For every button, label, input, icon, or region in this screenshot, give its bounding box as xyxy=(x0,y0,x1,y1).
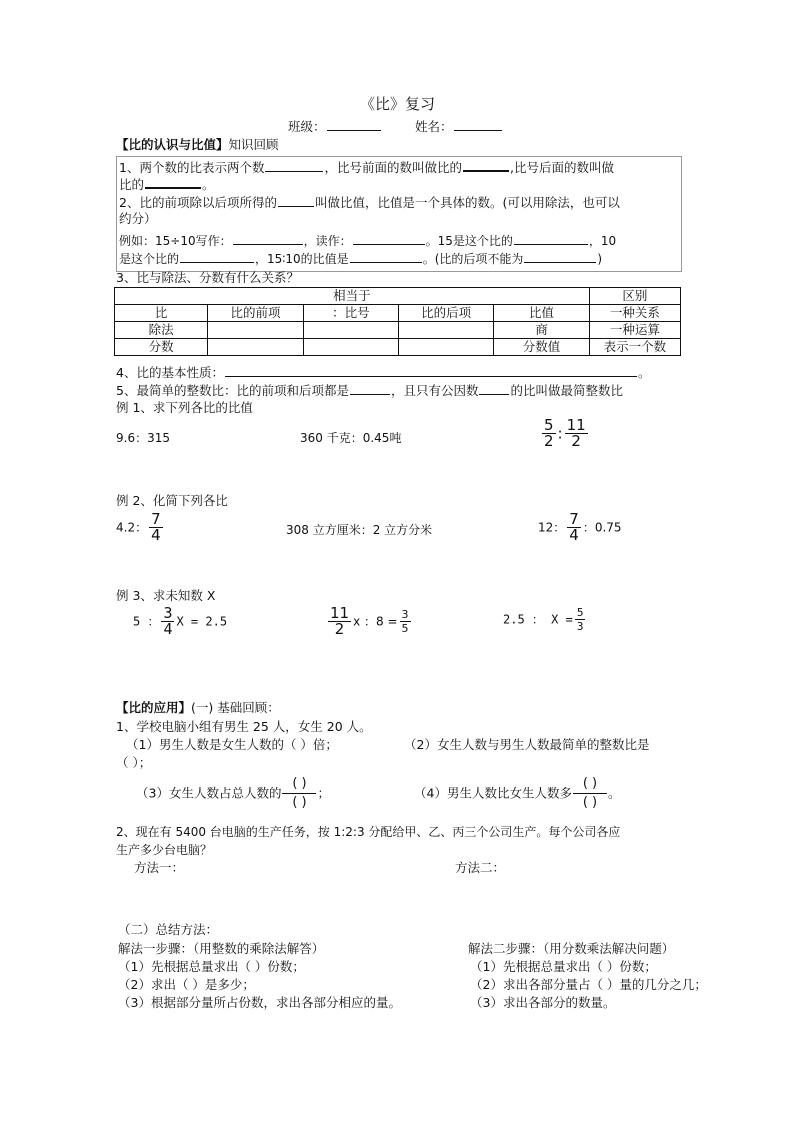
summary-left-step1: （1）先根据总量求出（ ）份数； xyxy=(118,959,305,974)
example-3c xyxy=(503,606,587,633)
name-label: 姓名： xyxy=(415,119,453,134)
section2-heading xyxy=(116,700,280,716)
table-cell: 商 xyxy=(494,322,589,339)
fraction xyxy=(400,608,411,635)
example-2a xyxy=(116,512,165,543)
example-1a: 9.6：315 xyxy=(116,431,170,445)
fraction xyxy=(567,512,581,543)
text: ，10 xyxy=(588,234,617,248)
fraction xyxy=(161,606,174,637)
text: ,比号后面的数叫做 xyxy=(509,160,614,175)
text: 例如：15÷10写作： xyxy=(119,234,232,248)
example-1b: 360 千克：0.45吨 xyxy=(300,431,402,445)
numerator-blank[interactable]: ( ) xyxy=(292,776,307,791)
app1-line-3: （ ）； xyxy=(116,755,152,770)
blank[interactable] xyxy=(353,232,425,245)
example-1c xyxy=(540,418,590,449)
table-cell: 表示一个数 xyxy=(589,339,680,356)
table-cell[interactable] xyxy=(398,339,493,356)
fraction xyxy=(542,418,556,449)
denominator: 4 xyxy=(151,526,161,544)
numerator: 3 xyxy=(163,604,173,622)
app1-line-2b: （2）女生人数与男生人数最简单的整数比是 xyxy=(404,737,650,752)
table-cell: 比值 xyxy=(494,305,589,322)
section1-title: 【比的认识与比值】 xyxy=(116,137,229,152)
text: ：0.75 xyxy=(582,520,622,535)
text: ，15∶10的比值是 xyxy=(255,252,349,266)
text: 4、比的基本性质： xyxy=(116,365,224,380)
fraction xyxy=(575,606,586,633)
table-cell: 比 xyxy=(115,305,208,322)
table-cell: 比的后项 xyxy=(398,305,493,322)
blank[interactable] xyxy=(350,382,390,395)
comparison-table xyxy=(114,287,681,356)
fraction xyxy=(149,512,163,543)
app2-line-1: 2、现在有 5400 台电脑的生产任务，按 1:2:3 分配给甲、乙、丙三个公司生产。每个公司各应 xyxy=(116,825,621,839)
question-3: 3、比与除法、分数有什么关系？ xyxy=(116,270,299,285)
denominator: 5 xyxy=(401,622,409,635)
table-cell: 分数 xyxy=(115,339,208,356)
text: x ：8 = xyxy=(353,614,398,629)
text: 叫做比值，比值是一个具体的数。(可以用除法，也可以 xyxy=(314,195,620,210)
table-cell: ：比号 xyxy=(303,305,398,322)
example-3b xyxy=(326,606,413,637)
header-diff: 区别 xyxy=(589,288,680,305)
name-field xyxy=(415,118,503,135)
denominator: 2 xyxy=(571,432,581,450)
box-line-4: 约分） xyxy=(119,211,157,226)
table-cell[interactable] xyxy=(208,339,303,356)
table-cell: 一种关系 xyxy=(589,305,680,322)
text: 1、两个数的比表示两个数 xyxy=(119,160,265,175)
blank[interactable] xyxy=(350,250,422,263)
fraction xyxy=(328,606,351,637)
app1-line-2a: （1）男生人数是女生人数的（ ）倍； xyxy=(126,737,338,752)
text: 。(比的后项不能为 xyxy=(422,252,524,266)
example-3a xyxy=(133,606,227,637)
numerator: 11 xyxy=(330,604,350,622)
numerator: 11 xyxy=(566,416,586,434)
summary-left-step3: （3）根据部分量所占份数，求出各部分相应的量。 xyxy=(118,995,401,1010)
blank[interactable] xyxy=(265,159,323,172)
summary-right-step1: （1）先根据总量求出（ ）份数； xyxy=(470,959,657,974)
text: 2.5 ： X = xyxy=(503,612,573,627)
text: 比的 xyxy=(119,177,145,192)
text: 。 xyxy=(607,785,621,801)
denominator: 4 xyxy=(569,526,579,544)
section2-subtitle: (一) 基础回顾： xyxy=(191,700,280,715)
denominator: 2 xyxy=(334,620,345,638)
blank[interactable] xyxy=(233,232,303,245)
table-cell: 一种运算 xyxy=(589,322,680,339)
fraction xyxy=(565,418,588,449)
section1-heading xyxy=(116,137,279,153)
table-cell: 除法 xyxy=(115,322,208,339)
numerator: 5 xyxy=(544,416,554,434)
example-1-title: 例 1、求下列各比的比值 xyxy=(116,400,253,415)
text: ，读作： xyxy=(303,234,352,248)
text: 是这个比的 xyxy=(119,252,180,266)
method-1: 方法一： xyxy=(134,860,185,875)
numerator: 7 xyxy=(569,510,579,528)
summary-left-head: 解法一步骤：（用整数的乘除法解答） xyxy=(118,941,325,956)
box-line-3 xyxy=(119,194,620,211)
text: ； xyxy=(317,785,330,801)
blank[interactable] xyxy=(278,194,314,207)
ratio-sign: : xyxy=(557,424,563,443)
question-4 xyxy=(116,364,650,381)
table-cell: 比的前项 xyxy=(208,305,303,322)
app1-line-1: 1、学校电脑小组有男生 25 人，女生 20 人。 xyxy=(116,719,372,734)
class-label: 班级： xyxy=(288,119,326,134)
table-cell[interactable] xyxy=(398,322,493,339)
blank[interactable] xyxy=(524,250,596,263)
denominator: 3 xyxy=(576,620,584,633)
text: 5 ： xyxy=(133,614,160,629)
summary-right-step2: （2）求出各部分量占（ ）量的几分之几； xyxy=(470,977,707,992)
answer-fraction[interactable] xyxy=(572,775,608,812)
table-cell[interactable] xyxy=(303,322,398,339)
numerator: 3 xyxy=(401,608,409,621)
text: ) xyxy=(597,252,603,266)
table-row xyxy=(115,322,681,339)
app1-q3 xyxy=(136,775,330,812)
text: （3）女生人数占总人数的 xyxy=(136,785,282,801)
text: 。 xyxy=(202,177,215,192)
text: ，且只有公因数 xyxy=(390,383,479,398)
blank[interactable] xyxy=(514,232,588,245)
section2-title: 【比的应用】 xyxy=(116,700,192,715)
table-cell[interactable] xyxy=(208,322,303,339)
name-blank[interactable] xyxy=(454,118,502,131)
numerator-blank[interactable]: ( ) xyxy=(582,776,598,791)
text: 的比叫做最简整数比 xyxy=(510,383,623,398)
question-5 xyxy=(116,382,623,399)
table-cell[interactable] xyxy=(303,339,398,356)
box-line-1 xyxy=(119,158,614,176)
class-field xyxy=(288,118,382,135)
example-2b: 308 立方厘米：2 立方分米 xyxy=(286,523,433,537)
example-3-title: 例 3、求未知数 X xyxy=(116,588,216,603)
summary-title: （二）总结方法： xyxy=(118,922,219,937)
summary-right-step3: （3）求出各部分的数量。 xyxy=(470,995,616,1010)
blank[interactable] xyxy=(479,382,509,395)
numerator: 5 xyxy=(576,606,584,619)
denominator: 4 xyxy=(163,620,173,638)
method-2: 方法二： xyxy=(455,860,506,875)
example-2-title: 例 2、化简下列各比 xyxy=(116,493,228,508)
text: （4）男生人数比女生人数多 xyxy=(414,785,572,801)
text: 5、最简单的整数比：比的前项和后项都是 xyxy=(116,383,349,398)
box-line-6 xyxy=(119,250,602,267)
numerator: 7 xyxy=(151,510,161,528)
class-blank[interactable] xyxy=(327,118,381,131)
text: X = 2.5 xyxy=(176,614,228,629)
header-equiv: 相当于 xyxy=(115,288,590,305)
text: 。15是这个比的 xyxy=(425,234,513,248)
denominator-blank[interactable]: ( ) xyxy=(292,795,307,810)
answer-fraction[interactable] xyxy=(281,775,317,812)
box-line-2 xyxy=(119,175,215,193)
app2-line-2: 生产多少台电脑？ xyxy=(116,843,213,857)
blank[interactable] xyxy=(145,175,201,189)
app1-q4 xyxy=(414,775,620,812)
blank[interactable] xyxy=(180,250,254,263)
text: 4.2： xyxy=(116,520,148,535)
example-2c xyxy=(538,512,622,543)
section1-subtitle: 知识回顾 xyxy=(228,137,279,152)
table-row xyxy=(115,339,681,356)
blank[interactable] xyxy=(225,364,637,377)
table-cell: 分数值 xyxy=(494,339,589,356)
page-title: 《比》复习 xyxy=(360,95,436,113)
summary-left-step2: （2）求出（ ）是多少； xyxy=(118,977,255,992)
table-header-row xyxy=(115,288,681,305)
denominator: 2 xyxy=(544,432,554,450)
text: 2、比的前项除以后项所得的 xyxy=(119,195,277,210)
text: 。 xyxy=(637,365,651,380)
summary-right-head: 解法二步骤：（用分数乘法解决问题） xyxy=(468,941,675,956)
text: 12： xyxy=(538,520,566,535)
denominator-blank[interactable]: ( ) xyxy=(582,795,598,810)
box-line-5 xyxy=(119,232,616,249)
blank[interactable] xyxy=(463,158,509,172)
text: ，比号前面的数叫做比的 xyxy=(324,160,462,175)
table-row xyxy=(115,305,681,322)
